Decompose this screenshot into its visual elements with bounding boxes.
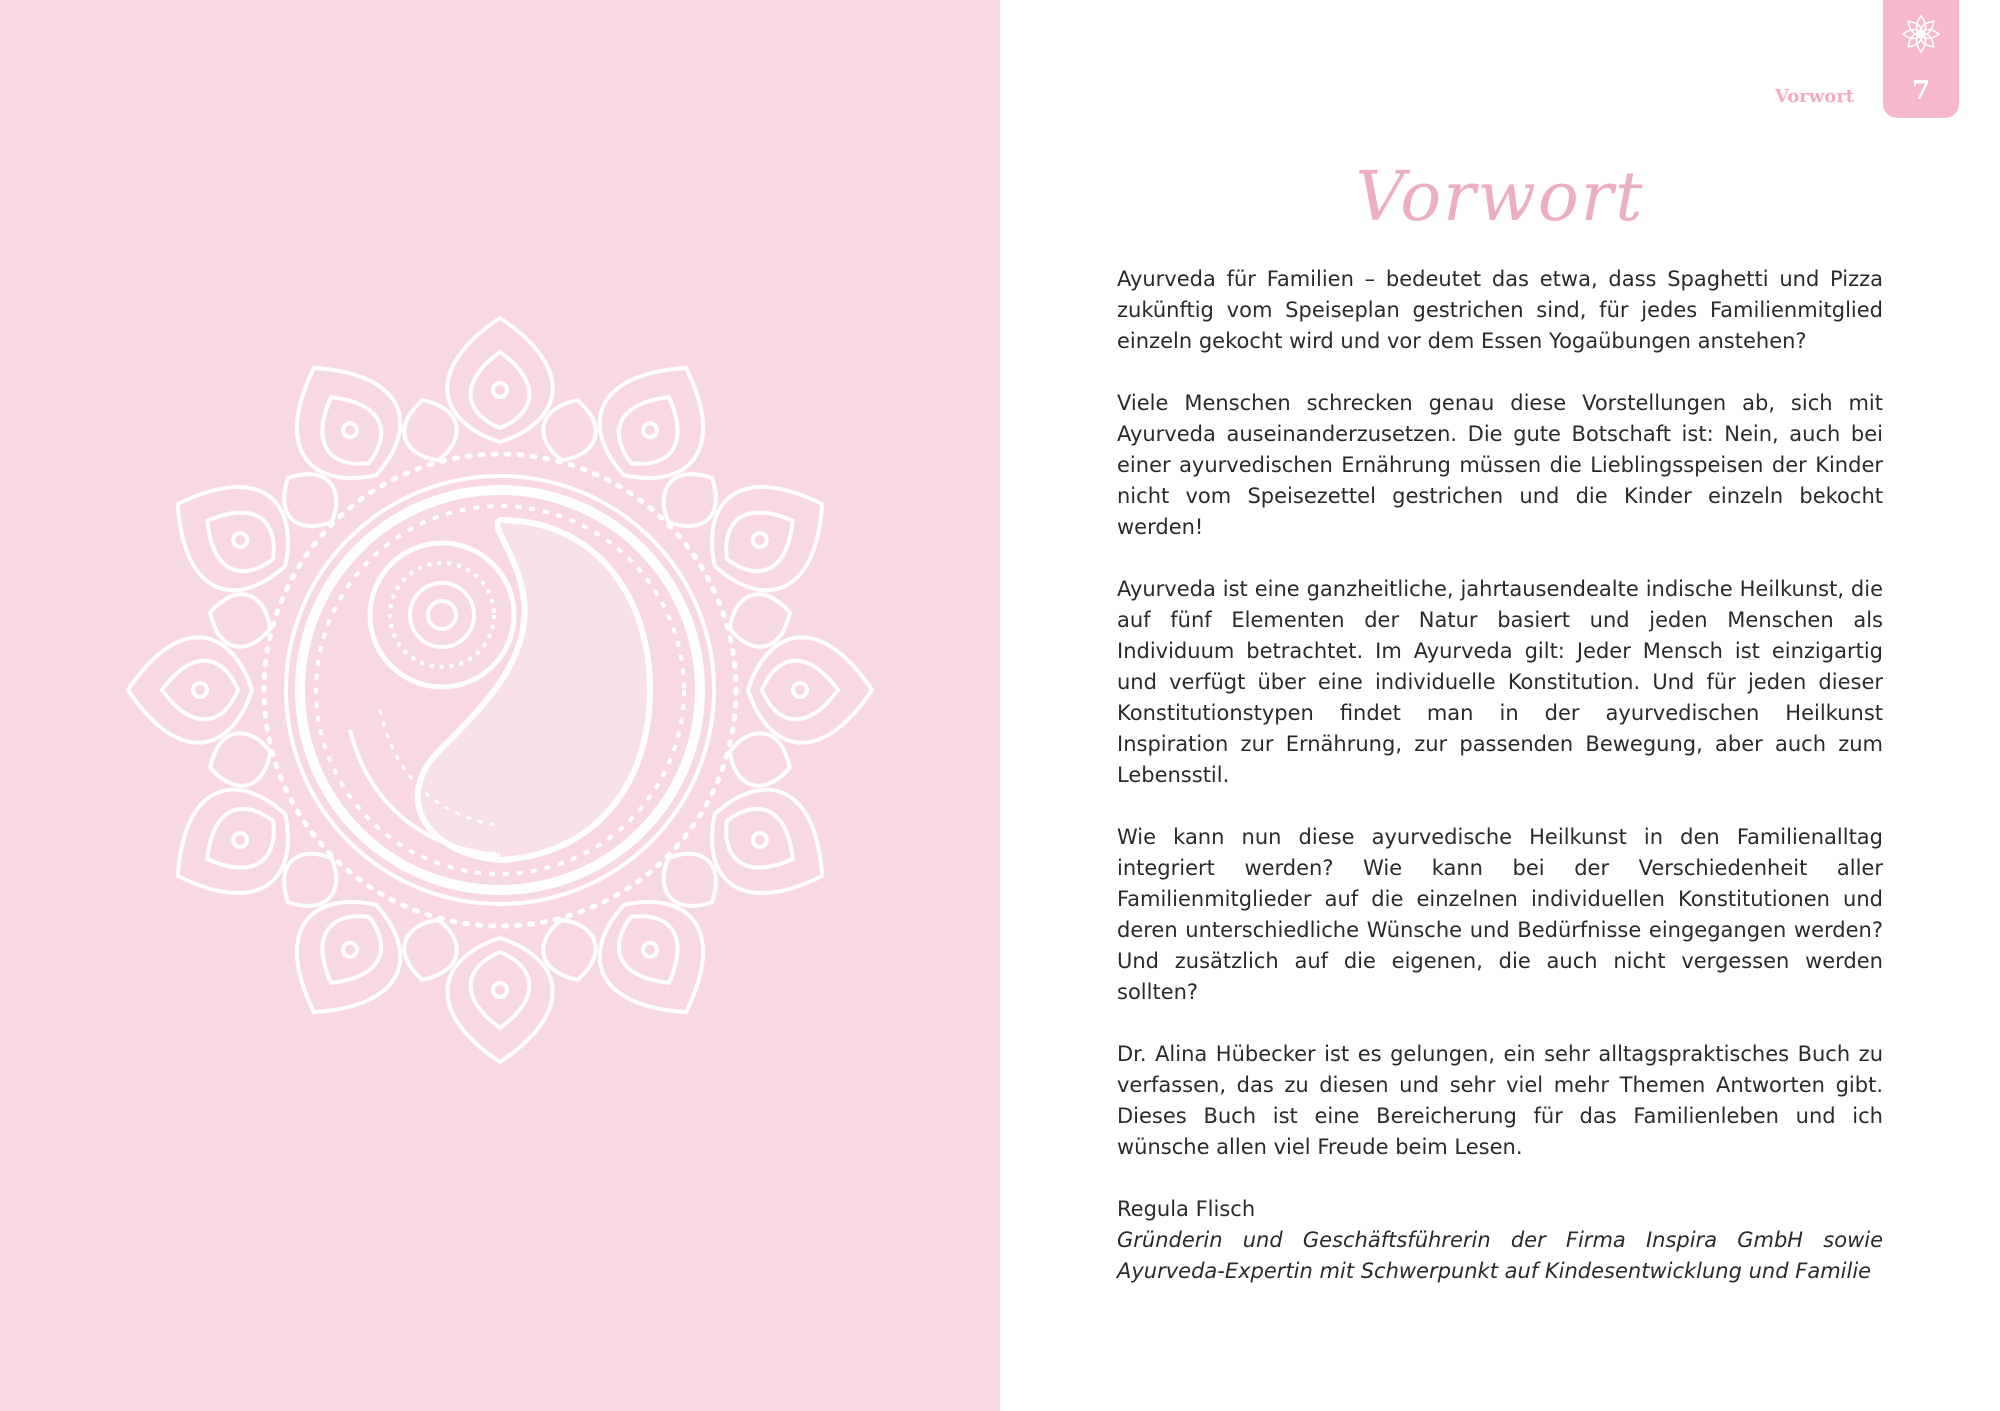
- author-name: Regula Flisch: [1117, 1197, 1256, 1221]
- paragraph: Ayurveda für Familien – bedeutet das etwa, dass Spaghetti und Pizza zukünftig vom Speiseplan gestrichen sind, für jedes Familienmitglied einzeln gekocht wird und vor dem Essen Yogaübungen anstehen?: [1117, 267, 1883, 353]
- paragraph: Ayurveda ist eine ganzheitliche, jahrtausendealte indische Heilkunst, die auf fünf Elementen der Natur basiert und jeden Menschen als Individuum betrachtet. Im Ayurveda gilt: Jeder Mensch ist einzigartig und verfügt über eine individuelle Konstitution. Und für jeden dieser Konstitutionstypen findet man in der ayurvedischen Heilkunst Inspiration zur Ernährung, zur passenden Bewegung, aber auch zum Lebensstil.: [1117, 577, 1883, 787]
- lotus-flower-icon: [1899, 12, 1943, 56]
- body-text: [1117, 264, 1883, 1318]
- paragraph: Wie kann nun diese ayurvedische Heilkunst in den Familienalltag integriert werden? Wie kann bei der Verschiedenheit aller Familienmitglieder auf die einzelnen individuellen Konstitutionen und deren unterschiedliche Wünsche und Bedürfnisse eingegangen werden? Und zusätzlich auf die eigenen, die auch nicht vergessen werden sollten?: [1117, 825, 1883, 1004]
- running-header: Vorwort: [1774, 86, 1854, 107]
- page-number: 7: [1911, 76, 1931, 106]
- author-role: Gründerin und Geschäftsführerin der Firma Inspira GmbH sowie Ayurveda-Expertin mit Schwerpunkt auf Kindesentwicklung und Familie: [1117, 1228, 1883, 1283]
- paragraph: Dr. Alina Hübecker ist es gelungen, ein sehr alltagspraktisches Buch zu verfassen, das zu diesen und sehr viel mehr Themen Antworten gibt. Dieses Buch ist eine Bereicherung für das Familienleben und ich wünsche allen viel Freude beim Lesen.: [1117, 1042, 1883, 1159]
- mandala-illustration: [120, 310, 880, 1070]
- page-title: Vorwort: [1355, 158, 1645, 237]
- signature: [1117, 1194, 1883, 1287]
- paragraph: Viele Menschen schrecken genau diese Vorstellungen ab, sich mit Ayurveda auseinanderzusetzen. Die gute Botschaft ist: Nein, auch bei einer ayurvedischen Ernährung müssen die Lieblingsspeisen der Kinder nicht vom Speisezettel gestrichen und die Kinder einzeln bekocht werden!: [1117, 391, 1883, 539]
- page-tab: [1883, 0, 1959, 118]
